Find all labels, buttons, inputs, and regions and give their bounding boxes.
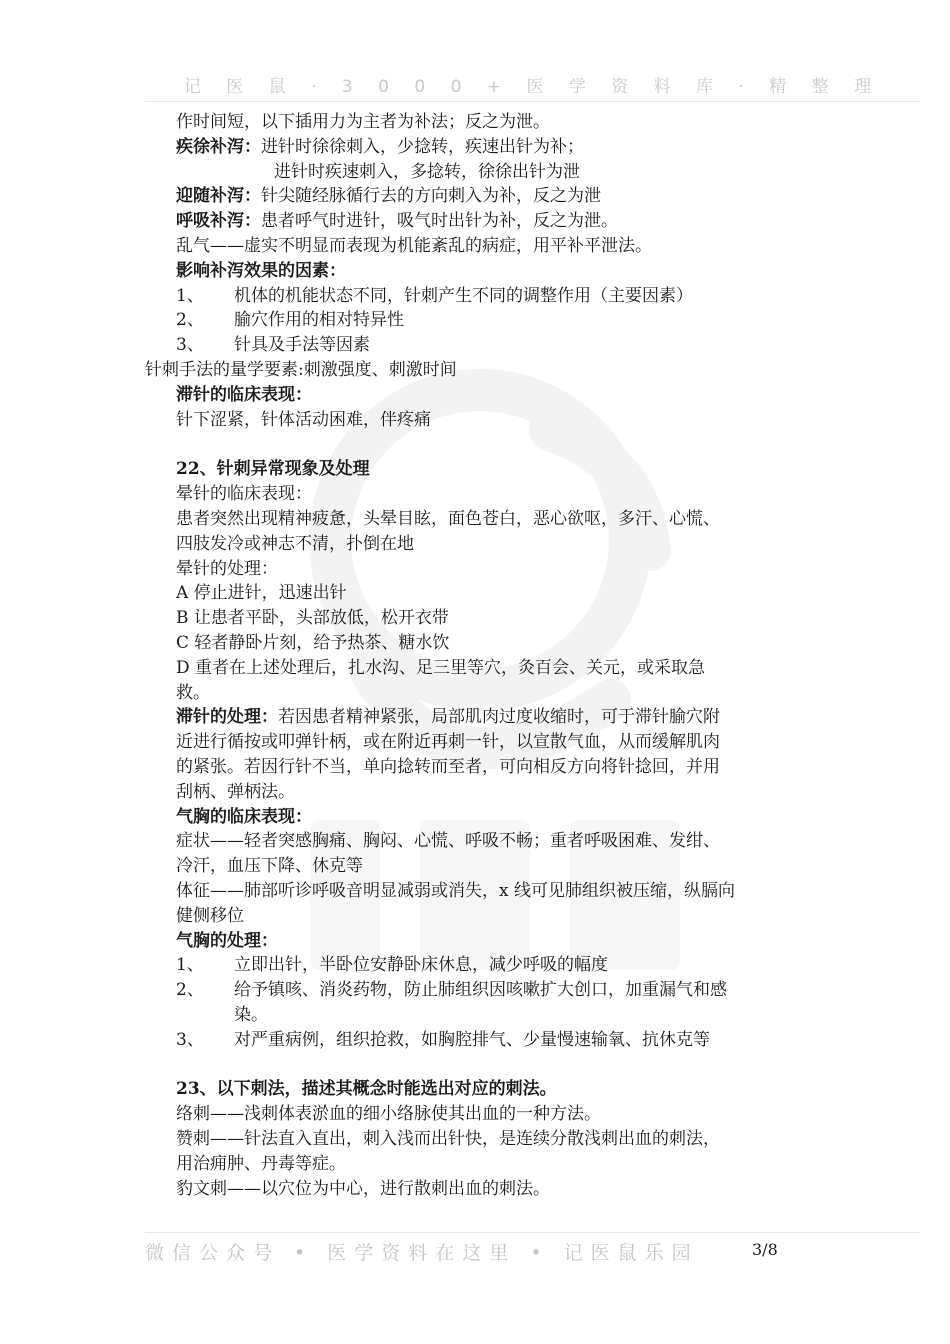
list-text: 给予镇咳、消炎药物，防止肺组织因咳嗽扩大创口，加重漏气和感 xyxy=(234,980,727,1001)
pneumothorax-symptoms: 冷汗，血压下降、休克等 xyxy=(176,856,363,877)
factors-heading: 影响补泻效果的因素： xyxy=(176,260,346,281)
list-text: 针具及手法等因素 xyxy=(234,335,370,356)
fainting-step-d-cont: 救。 xyxy=(176,682,210,703)
ying-sui-text: 针尖随经脉循行去的方向刺入为补，反之为泄 xyxy=(261,186,601,207)
fainting-treatment-heading: 晕针的处理： xyxy=(176,558,278,579)
fainting-step-b: B 让患者平卧，头部放低，松开衣带 xyxy=(176,608,449,629)
hu-xi-line xyxy=(176,209,816,234)
list-item xyxy=(176,333,816,358)
list-number: 3、 xyxy=(176,335,204,356)
pneumothorax-signs: 健侧移位 xyxy=(176,905,244,926)
list-text: 对严重病例，组织抢救，如胸腔排气、少量慢速输氧、抗休克等 xyxy=(234,1029,710,1050)
stuck-needle-heading: 滞针的临床表现： xyxy=(176,384,312,405)
quantitative-elements-line: 针刺手法的量学要素:刺激强度、刺激时间 xyxy=(145,359,457,380)
section-22-title: 22、针刺异常现象及处理 xyxy=(176,459,370,480)
list-number: 2、 xyxy=(176,980,204,1001)
stuck-needle-treatment-label: 滞针的处理： xyxy=(176,707,278,728)
xu-bu-xie-line xyxy=(176,135,816,160)
list-item xyxy=(176,978,816,1003)
page-number: 3/8 xyxy=(752,1240,778,1259)
bao-wen-ci-line: 豹文刺——以穴位为中心，进行散刺出血的刺法。 xyxy=(176,1178,550,1199)
pneumothorax-treatment-heading: 气胸的处理： xyxy=(176,930,278,951)
list-item xyxy=(176,308,816,333)
fainting-text: 患者突然出现精神疲惫，头晕目眩，面色苍白，恶心欲呕，多汗、心慌、 xyxy=(176,508,720,529)
xu-bu-xie-line-2: 进针时疾速刺入，多捻转，徐徐出针为泄 xyxy=(274,161,580,182)
page-header: 记 医 鼠 · 3 0 0 0 + 医 学 资 料 库 · 精 整 理 xyxy=(183,77,882,97)
stuck-needle-treatment xyxy=(176,705,816,730)
stuck-needle-treatment-text: 的紧张。若因行针不当，单向捻转而至者，可向相反方向将针捻回，并用 xyxy=(176,756,720,777)
fainting-step-a: A 停止进针，迅速出针 xyxy=(176,583,347,604)
spacer xyxy=(176,1052,816,1077)
stuck-needle-text: 针下涩紧，针体活动困难，伴疼痛 xyxy=(176,409,431,430)
footer-text: 微信公众号 • 医学资料在这里 • 记医鼠乐园 xyxy=(145,1242,699,1264)
fainting-heading: 晕针的临床表现： xyxy=(176,484,312,505)
list-text: 机体的机能状态不同，针刺产生不同的调整作用（主要因素） xyxy=(234,285,693,306)
fainting-step-d: D 重者在上述处理后，扎水沟、足三里等穴，灸百会、关元，或采取急 xyxy=(176,657,706,678)
luo-ci-line: 络刺——浅刺体表淤血的细小络脉使其出血的一种方法。 xyxy=(176,1104,601,1125)
header-divider xyxy=(145,101,920,102)
list-item xyxy=(176,953,816,978)
hu-xi-text: 患者呼气时进针，吸气时出针为补，反之为泄。 xyxy=(261,211,618,232)
fainting-text: 四肢发冷或神志不清，扑倒在地 xyxy=(176,533,414,554)
document-body xyxy=(145,110,816,1201)
list-number: 1、 xyxy=(176,285,204,306)
xu-bu-xie-label: 疾徐补泻： xyxy=(176,136,261,157)
stuck-needle-treatment-text: 近进行循按或叩弹针柄，或在附近再刺一针，以宣散气血，从而缓解肌肉 xyxy=(176,732,720,753)
pneumothorax-signs: 体征——肺部听诊呼吸音明显减弱或消失，x 线可见肺组织被压缩，纵膈向 xyxy=(176,880,735,901)
stuck-needle-treatment-text: 刮柄、弹柄法。 xyxy=(176,781,295,802)
list-item xyxy=(176,1028,816,1053)
list-item xyxy=(176,284,816,309)
zan-ci-line: 赞刺——针法直入直出，刺入浅而出针快，是连续分散浅刺出血的刺法， xyxy=(176,1129,720,1150)
footer-divider xyxy=(145,1232,920,1233)
list-number: 1、 xyxy=(176,955,204,976)
luan-qi-line: 乱气——虚实不明显而表现为机能紊乱的病症，用平补平泄法。 xyxy=(176,235,652,256)
text-line: 作时间短，以下插用力为主者为补法；反之为泄。 xyxy=(176,112,550,132)
fainting-step-c: C 轻者静卧片刻，给予热茶、糖水饮 xyxy=(176,632,450,653)
ying-sui-label: 迎随补泻： xyxy=(176,186,261,207)
list-number: 2、 xyxy=(176,310,204,331)
stuck-needle-treatment-text: 若因患者精神紧张，局部肌肉过度收缩时，可于滞针腧穴附 xyxy=(278,707,720,728)
spacer xyxy=(176,432,816,457)
pneumothorax-heading: 气胸的临床表现： xyxy=(176,806,312,827)
list-item-cont: 染。 xyxy=(234,1004,268,1025)
list-text: 立即出针，半卧位安静卧床休息，减少呼吸的幅度 xyxy=(234,955,608,976)
list-text: 腧穴作用的相对特异性 xyxy=(234,310,404,331)
zan-ci-line: 用治痈肿、丹毒等症。 xyxy=(176,1153,346,1174)
xu-bu-xie-text: 进针时徐徐刺入，少捻转，疾速出针为补； xyxy=(261,136,584,157)
list-number: 3、 xyxy=(176,1029,204,1050)
section-23-title: 23、以下刺法，描述其概念时能选出对应的刺法。 xyxy=(176,1079,557,1100)
pneumothorax-symptoms: 症状——轻者突感胸痛、胸闷、心慌、呼吸不畅；重者呼吸困难、发绀、 xyxy=(176,831,720,852)
hu-xi-label: 呼吸补泻： xyxy=(176,211,261,232)
ying-sui-line xyxy=(176,184,816,209)
